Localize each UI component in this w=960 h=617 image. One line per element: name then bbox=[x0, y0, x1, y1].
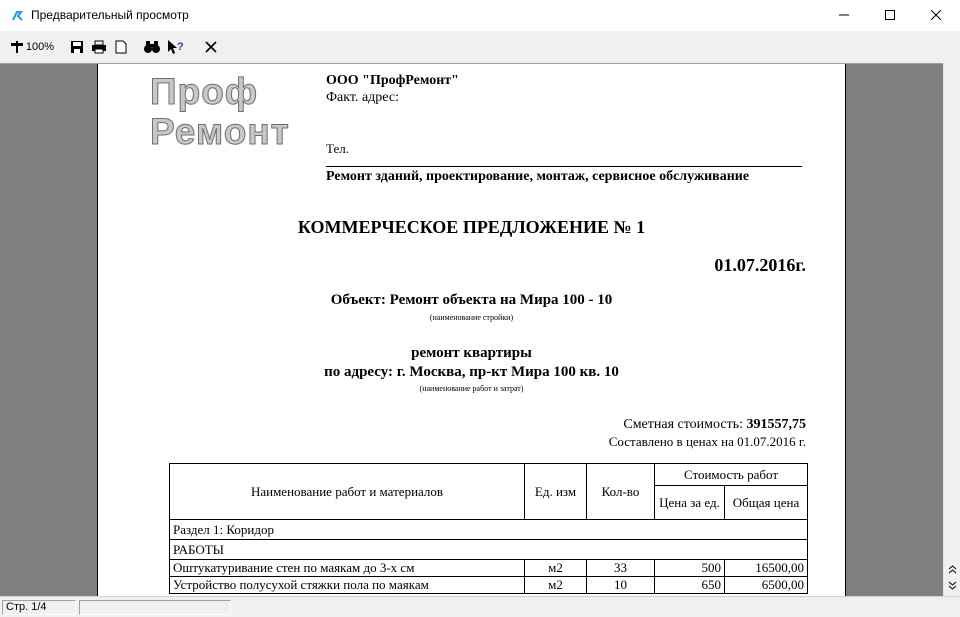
zoom-label: 100% bbox=[25, 41, 55, 53]
save-icon bbox=[70, 40, 84, 54]
row-unit: м2 bbox=[525, 560, 587, 577]
double-chevron-up-icon bbox=[948, 565, 957, 574]
work-line2: по адресу: г. Москва, пр-кт Мира 100 кв. 10 bbox=[324, 364, 619, 380]
header-unit-price: Цена за ед. bbox=[655, 486, 725, 520]
zoom-pin-icon bbox=[10, 40, 24, 54]
work-caption: (наименование работ и затрат) bbox=[419, 384, 524, 393]
printer-icon bbox=[91, 40, 107, 54]
header-qty: Кол-во bbox=[587, 464, 655, 520]
page-indicator: Стр. 1/4 bbox=[2, 600, 76, 615]
logo-line1: Проф bbox=[150, 71, 259, 112]
address-label: Факт. адрес: bbox=[326, 90, 399, 105]
estimate-label: Сметная стоимость: bbox=[623, 417, 743, 432]
toolbar bbox=[0, 31, 960, 63]
print-button[interactable] bbox=[90, 36, 108, 58]
services-line: Ремонт зданий, проектирование, монтаж, сервисное обслуживание bbox=[326, 169, 750, 184]
row-qty: 10 bbox=[587, 577, 655, 594]
subsection-row bbox=[170, 540, 808, 560]
save-button[interactable] bbox=[68, 36, 86, 58]
page-icon bbox=[115, 40, 127, 54]
close-icon bbox=[931, 10, 941, 20]
estimate-table bbox=[169, 463, 808, 594]
row-price: 500 bbox=[655, 560, 725, 577]
phone-label: Тел. bbox=[326, 141, 349, 156]
object-line: Объект: Ремонт объекта на Мира 100 - 10 bbox=[330, 292, 613, 308]
row-price: 650 bbox=[655, 577, 725, 594]
status-cell-empty bbox=[79, 600, 231, 615]
close-preview-button[interactable] bbox=[202, 36, 220, 58]
help-button[interactable] bbox=[166, 36, 186, 58]
row-name: Устройство полусухой стяжки пола по маякам bbox=[170, 577, 525, 594]
document-title: КОММЕРЧЕСКОЕ ПРЕДЛОЖЕНИЕ № 1 bbox=[297, 217, 646, 237]
row-name: Оштукатуривание стен по маякам до 3-х см bbox=[170, 560, 525, 577]
scroll-up-button[interactable] bbox=[945, 562, 960, 577]
title-bar bbox=[0, 0, 960, 31]
binoculars-icon bbox=[143, 40, 161, 54]
document-page bbox=[97, 64, 846, 596]
preview-area[interactable] bbox=[0, 63, 943, 596]
table-row bbox=[170, 560, 808, 577]
row-unit: м2 bbox=[525, 577, 587, 594]
logo-line2: Ремонт bbox=[150, 111, 290, 152]
header-total: Общая цена bbox=[725, 486, 808, 520]
window-title: Предварительный просмотр bbox=[31, 8, 189, 22]
row-total: 6500,00 bbox=[725, 577, 808, 594]
subsection-title: РАБОТЫ bbox=[170, 540, 808, 560]
estimate-line bbox=[623, 417, 806, 433]
find-button[interactable] bbox=[142, 36, 162, 58]
minimize-button[interactable] bbox=[821, 0, 867, 31]
maximize-icon bbox=[885, 10, 895, 20]
app-logo-icon bbox=[10, 9, 24, 23]
document-date: 01.07.2016г. bbox=[714, 255, 806, 275]
help-pointer-icon bbox=[167, 39, 185, 55]
close-preview-icon bbox=[205, 41, 217, 53]
prices-line: Составлено в ценах на 01.07.2016 г. bbox=[608, 434, 806, 449]
row-total: 16500,00 bbox=[725, 560, 808, 577]
company-name: ООО "ПрофРемонт" bbox=[326, 73, 459, 88]
page-setup-button[interactable] bbox=[112, 36, 130, 58]
scroll-down-button[interactable] bbox=[945, 578, 960, 593]
close-button[interactable] bbox=[913, 0, 959, 31]
maximize-button[interactable] bbox=[867, 0, 913, 31]
vertical-scrollbar[interactable] bbox=[943, 63, 960, 596]
minimize-icon bbox=[839, 10, 849, 20]
section-row bbox=[170, 520, 808, 540]
double-chevron-down-icon bbox=[948, 581, 957, 590]
svg-text:?: ? bbox=[177, 41, 184, 53]
header-divider bbox=[326, 166, 802, 167]
estimate-value: 391557,75 bbox=[746, 417, 806, 432]
header-unit: Ед. изм bbox=[525, 464, 587, 520]
object-caption: (наименование стройки) bbox=[429, 313, 514, 322]
header-cost-group: Стоимость работ bbox=[655, 464, 808, 486]
work-line1: ремонт квартиры bbox=[411, 345, 532, 361]
header-name: Наименование работ и материалов bbox=[170, 464, 525, 520]
section-title: Раздел 1: Коридор bbox=[170, 520, 808, 540]
status-bar bbox=[0, 596, 960, 617]
zoom-button[interactable] bbox=[6, 36, 58, 58]
table-row bbox=[170, 577, 808, 594]
row-qty: 33 bbox=[587, 560, 655, 577]
